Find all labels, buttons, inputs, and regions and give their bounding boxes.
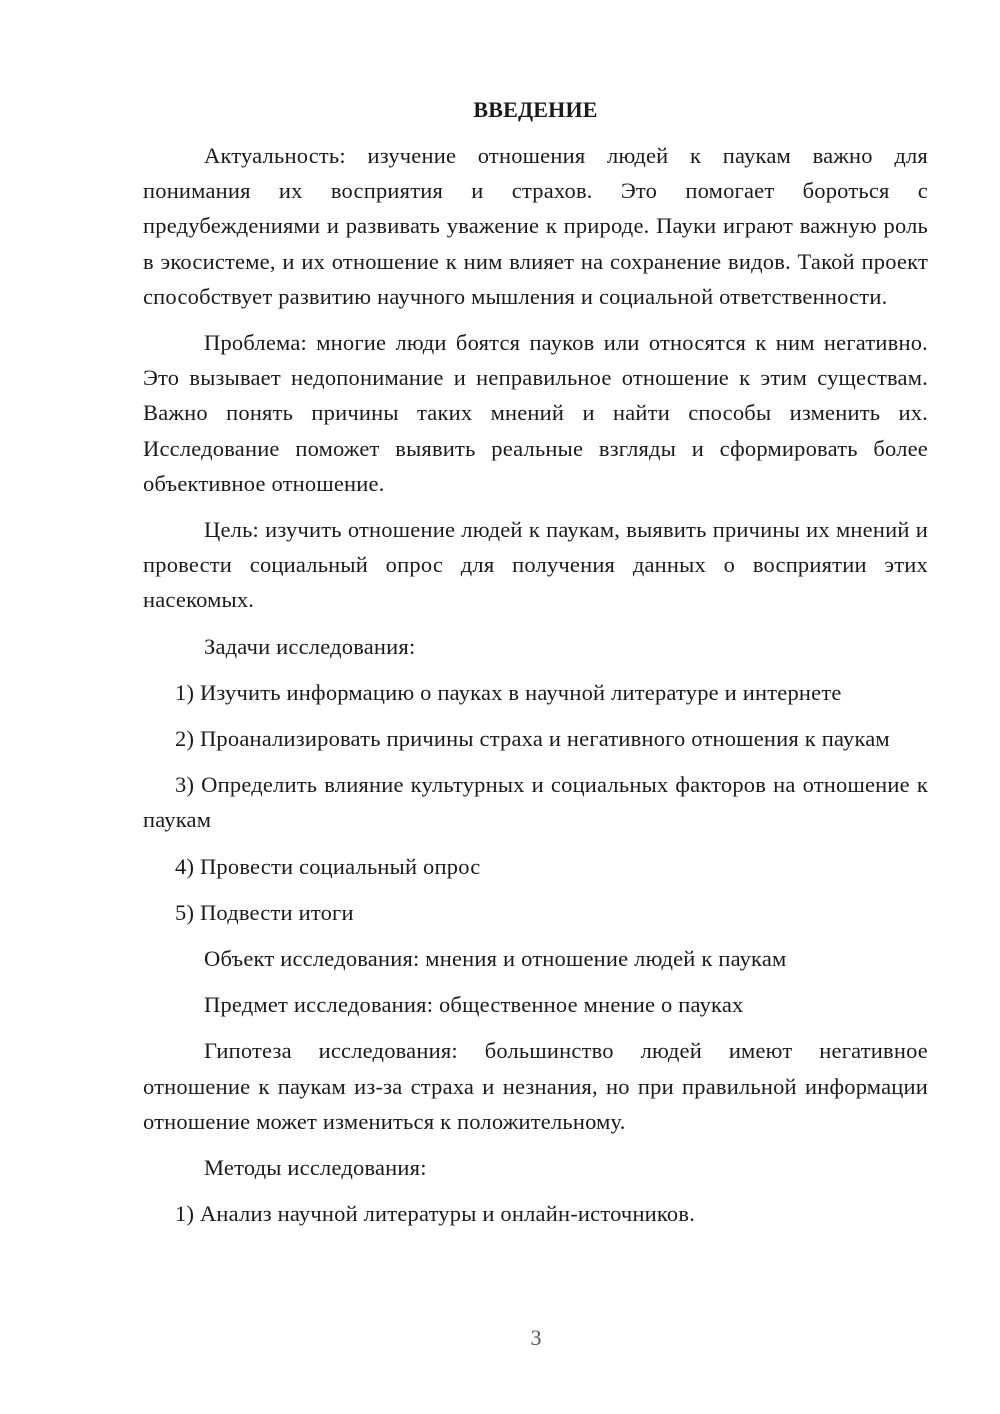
methods-heading: Методы исследования: xyxy=(204,1155,427,1181)
object-paragraph: Объект исследования: мнения и отношение людей к паукам xyxy=(204,946,787,972)
document-page xyxy=(143,92,928,1242)
method-item-1: 1) Анализ научной литературы и онлайн-источников. xyxy=(175,1201,696,1227)
relevance-paragraph: Актуальность: изучение отношения людей к паукам важно для понимания их восприятия и страхов. Это помогает бороться с предубеждениями и развивать уважение к природе. Пауки играют важную роль в экосистеме, и их отношение к ним влияет на сохранение видов. Такой проект способствует развитию научного мышления и социальной ответственности. xyxy=(143,143,928,309)
section-title: ВВЕДЕНИЕ xyxy=(473,97,598,122)
hypothesis-paragraph: Гипотеза исследования: большинство людей имеют негативное отношение к паукам из-за страха и незнания, но при правильной информации отношение может измениться к положительному. xyxy=(143,1038,928,1134)
task-item-4: 4) Провести социальный опрос xyxy=(175,853,481,879)
task-item-5: 5) Подвести итоги xyxy=(175,899,354,925)
tasks-heading: Задачи исследования: xyxy=(204,633,416,659)
task-item-2: 2) Проанализировать причины страха и негативного отношения к паукам xyxy=(175,726,890,752)
task-item-3: 3) Определить влияние культурных и социальных факторов на отношение к паукам xyxy=(143,772,928,833)
problem-paragraph: Проблема: многие люди боятся пауков или относятся к ним негативно. Это вызывает недопонимание и неправильное отношение к этим существам. Важно понять причины таких мнений и найти способы изменить их. Исследование поможет выявить реальные взгляды и сформировать более объективное отношение. xyxy=(143,330,928,496)
task-item-1: 1) Изучить информацию о пауках в научной литературе и интернете xyxy=(175,679,842,705)
subject-paragraph: Предмет исследования: общественное мнение о пауках xyxy=(204,992,744,1018)
goal-paragraph: Цель: изучить отношение людей к паукам, выявить причины их мнений и провести социальный опрос для получения данных о восприятии этих насекомых. xyxy=(143,517,928,613)
page-number: 3 xyxy=(530,1325,542,1350)
